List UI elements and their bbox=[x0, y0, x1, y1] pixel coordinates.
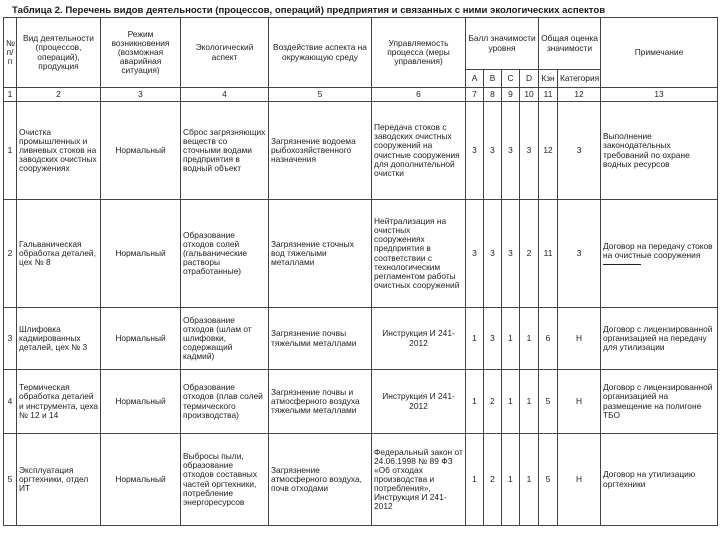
cell-note bbox=[601, 200, 718, 308]
cell-aspect: Образование отходов солей (гальванические растворы отработанные) bbox=[181, 200, 269, 308]
header-score: Балл значимости уровня bbox=[466, 18, 539, 70]
cell-num: 1 bbox=[4, 102, 17, 200]
cell-c: 1 bbox=[502, 370, 520, 434]
header-d: D bbox=[520, 70, 539, 88]
header-b: B bbox=[484, 70, 502, 88]
cell-a: 1 bbox=[466, 434, 484, 526]
table-row bbox=[4, 308, 718, 370]
cell-b: 3 bbox=[484, 308, 502, 370]
cell-control: Инструкция И 241-2012 bbox=[372, 308, 466, 370]
cell-b: 2 bbox=[484, 370, 502, 434]
cell-mode: Нормальный bbox=[101, 434, 181, 526]
cell-activity: Термическая обработка деталей и инструмента, цеха № 12 и 14 bbox=[17, 370, 101, 434]
cell-a: 3 bbox=[466, 102, 484, 200]
cell-impact: Загрязнение атмосферного воздуха, почв отходами bbox=[269, 434, 372, 526]
col-number: 13 bbox=[601, 88, 718, 102]
header-num: № п/п bbox=[4, 18, 17, 88]
cell-mode: Нормальный bbox=[101, 370, 181, 434]
separator-line bbox=[603, 264, 641, 265]
cell-kzn: 5 bbox=[539, 370, 558, 434]
header-impact: Воздействие аспекта на окружающую среду bbox=[269, 18, 372, 88]
header-activity: Вид деятельности (процессов, операций), продукция bbox=[17, 18, 101, 88]
cell-note: Выполнение законодательных требований по охране водных ресурсов bbox=[601, 102, 718, 200]
header-note: Примечание bbox=[601, 18, 718, 88]
cell-b: 3 bbox=[484, 200, 502, 308]
cell-aspect: Образование отходов (плав солей термического производства) bbox=[181, 370, 269, 434]
cell-a: 1 bbox=[466, 308, 484, 370]
cell-d: 1 bbox=[520, 434, 539, 526]
cell-category: 3 bbox=[558, 102, 601, 200]
cell-num: 2 bbox=[4, 200, 17, 308]
cell-activity: Гальваническая обработка деталей, цех № 8 bbox=[17, 200, 101, 308]
header-control: Управляемость процесса (меры управления) bbox=[372, 18, 466, 88]
cell-control: Передача стоков с заводских очистных сооружений на очистные сооружения для дополнительной очистки bbox=[372, 102, 466, 200]
cell-c: 3 bbox=[502, 200, 520, 308]
cell-category: Н bbox=[558, 434, 601, 526]
cell-c: 1 bbox=[502, 434, 520, 526]
cell-control: Федеральный закон от 24.06.1998 № 89 ФЗ «Об отходах производства и потребления», Инструкция И 241-2012 bbox=[372, 434, 466, 526]
header-category: Категория bbox=[558, 70, 601, 88]
header-kzn: Кзн bbox=[539, 70, 558, 88]
col-number: 8 bbox=[484, 88, 502, 102]
cell-note: Договор с лицензированной организацией на передачу для утилизации bbox=[601, 308, 718, 370]
cell-a: 3 bbox=[466, 200, 484, 308]
cell-num: 4 bbox=[4, 370, 17, 434]
cell-activity: Шлифовка кадмированных деталей, цех № 3 bbox=[17, 308, 101, 370]
cell-mode: Нормальный bbox=[101, 200, 181, 308]
header-c: C bbox=[502, 70, 520, 88]
cell-a: 1 bbox=[466, 370, 484, 434]
cell-control: Инструкция И 241-2012 bbox=[372, 370, 466, 434]
header-a: A bbox=[466, 70, 484, 88]
col-number: 5 bbox=[269, 88, 372, 102]
cell-d: 1 bbox=[520, 308, 539, 370]
cell-num: 5 bbox=[4, 434, 17, 526]
cell-note: Договор на утилизацию оргтехники bbox=[601, 434, 718, 526]
cell-aspect: Сброс загрязняющих веществ со сточными водами предприятия в водный объект bbox=[181, 102, 269, 200]
col-number: 10 bbox=[520, 88, 539, 102]
cell-aspect: Выбросы пыли, образование отходов составных частей оргтехники, потребление энергоресурсов bbox=[181, 434, 269, 526]
cell-category: 3 bbox=[558, 200, 601, 308]
col-number: 2 bbox=[17, 88, 101, 102]
header-overall: Общая оценка значимости bbox=[539, 18, 601, 70]
cell-category: Н bbox=[558, 370, 601, 434]
cell-impact: Загрязнение водоема рыбохозяйственного назначения bbox=[269, 102, 372, 200]
col-number: 7 bbox=[466, 88, 484, 102]
cell-b: 3 bbox=[484, 102, 502, 200]
cell-activity: Очистка промышленных и ливневых стоков на заводских очистных сооружениях bbox=[17, 102, 101, 200]
header-row bbox=[4, 18, 718, 70]
col-number: 1 bbox=[4, 88, 17, 102]
cell-aspect: Образование отходов (шлам от шлифовки, содержащий кадмий) bbox=[181, 308, 269, 370]
cell-d: 2 bbox=[520, 200, 539, 308]
eco-aspects-table bbox=[3, 17, 718, 526]
header-mode: Режим возникновения (возможная аварийная ситуация) bbox=[101, 18, 181, 88]
header-aspect: Экологический аспект bbox=[181, 18, 269, 88]
col-number: 12 bbox=[558, 88, 601, 102]
cell-impact: Загрязнение почвы и атмосферного воздуха тяжелыми металлами bbox=[269, 370, 372, 434]
table-row bbox=[4, 370, 718, 434]
cell-mode: Нормальный bbox=[101, 308, 181, 370]
table-row bbox=[4, 200, 718, 308]
col-number: 9 bbox=[502, 88, 520, 102]
cell-d: 3 bbox=[520, 102, 539, 200]
cell-c: 1 bbox=[502, 308, 520, 370]
cell-impact: Загрязнение сточных вод тяжелыми металлами bbox=[269, 200, 372, 308]
cell-category: Н bbox=[558, 308, 601, 370]
cell-activity: Эксплуатация оргтехники, отдел ИТ bbox=[17, 434, 101, 526]
col-number: 6 bbox=[372, 88, 466, 102]
cell-note: Договор с лицензированной организацией на размещение на полигоне ТБО bbox=[601, 370, 718, 434]
column-number-row bbox=[4, 88, 718, 102]
cell-kzn: 11 bbox=[539, 200, 558, 308]
cell-kzn: 12 bbox=[539, 102, 558, 200]
cell-kzn: 5 bbox=[539, 434, 558, 526]
table-row bbox=[4, 434, 718, 526]
cell-num: 3 bbox=[4, 308, 17, 370]
cell-mode: Нормальный bbox=[101, 102, 181, 200]
col-number: 3 bbox=[101, 88, 181, 102]
col-number: 11 bbox=[539, 88, 558, 102]
table-row bbox=[4, 102, 718, 200]
cell-b: 2 bbox=[484, 434, 502, 526]
cell-impact: Загрязнение почвы тяжелыми металлами bbox=[269, 308, 372, 370]
col-number: 4 bbox=[181, 88, 269, 102]
cell-kzn: 6 bbox=[539, 308, 558, 370]
note-text: Договор на передачу стоков на очистные сооружения bbox=[603, 240, 713, 260]
cell-control: Нейтрализация на очистных сооружениях предприятия в соответствии с технологическим регламентом работы очистных сооружений bbox=[372, 200, 466, 308]
cell-d: 1 bbox=[520, 370, 539, 434]
cell-c: 3 bbox=[502, 102, 520, 200]
table-title: Таблица 2. Перечень видов деятельности (процессов, операций) предприятия и связанных с ними экологических аспектов bbox=[12, 5, 606, 16]
